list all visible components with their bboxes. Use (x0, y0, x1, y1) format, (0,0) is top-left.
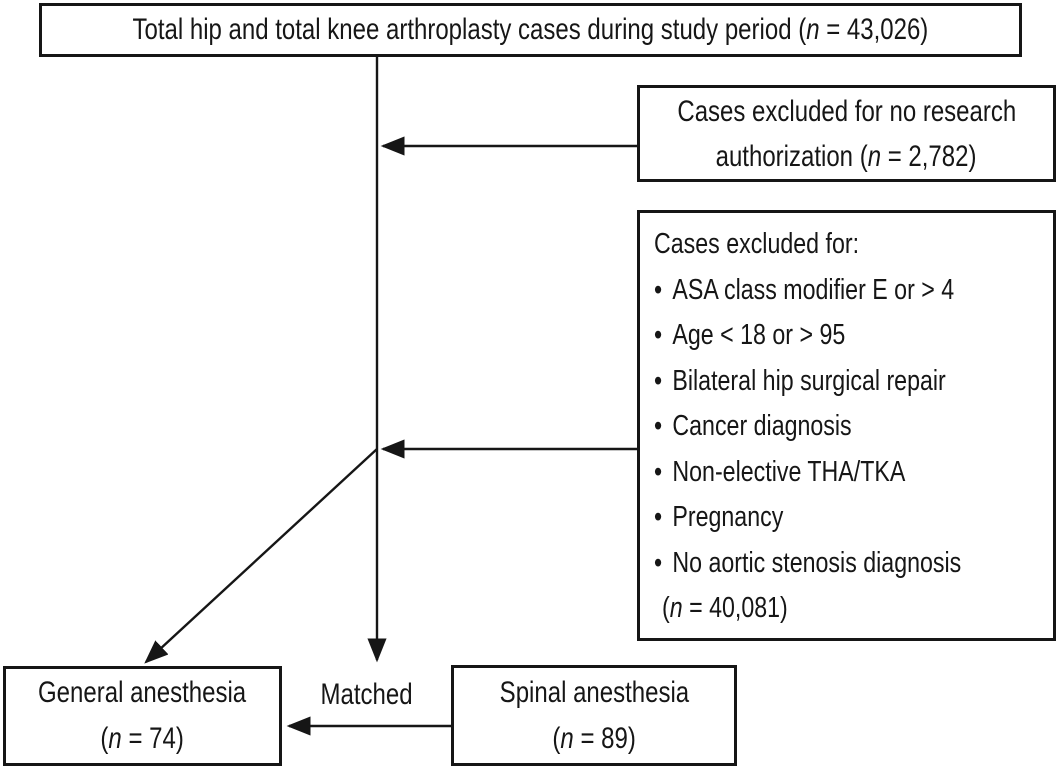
excluded-no-authorization-line1 (635, 89, 1059, 134)
spinal-anesthesia-count (542, 716, 646, 762)
bullet-icon: • (654, 546, 663, 579)
exclusion-item-no-stenosis (654, 541, 961, 587)
spinal-anesthesia-box (451, 665, 737, 766)
total-cases-text (133, 13, 929, 47)
exclusion-item-age (654, 313, 845, 359)
n-italic: n (806, 13, 820, 46)
text-with-n (552, 716, 635, 762)
exclusion-item-pregnancy (654, 495, 783, 541)
text-segment: Cases excluded for no research (677, 94, 1016, 128)
total-cases-box (39, 3, 1022, 57)
bullet-icon: • (654, 410, 663, 442)
text-segment: Total hip and total knee arthroplasty cases during study period ( (132, 13, 807, 46)
bullet-icon: • (654, 364, 663, 397)
text-with-n (716, 134, 977, 179)
text-segment: authorization ( (716, 139, 869, 173)
text-segment: = 89) (573, 721, 636, 755)
text-segment: Non-elective THA/TKA (672, 455, 906, 488)
excluded-criteria-box (637, 210, 1056, 641)
text-segment: ASA class modifier E or > 4 (672, 273, 955, 306)
arrow-diagonal-to-general (146, 449, 377, 662)
text-segment: Cases excluded for: (654, 228, 860, 260)
text-segment: Age < 18 or > 95 (672, 319, 846, 351)
spinal-anesthesia-line1 (476, 670, 713, 716)
text-segment: = 2,782) (881, 139, 977, 173)
text-segment: ( (100, 722, 109, 755)
general-anesthesia-line1 (12, 670, 272, 716)
text-segment: General anesthesia (38, 676, 247, 709)
matched-label (282, 676, 451, 714)
text-segment: Bilateral hip surgical repair (672, 364, 946, 397)
n-italic: n (669, 592, 683, 624)
text-segment: ( (662, 592, 670, 624)
text-segment: = 43,026) (819, 13, 929, 46)
exclusion-item-nonelective (654, 450, 905, 496)
n-italic: n (868, 139, 882, 173)
n-italic: n (560, 721, 574, 755)
excluded-criteria-count (662, 586, 788, 632)
text-segment: Pregnancy (672, 501, 784, 533)
text-segment: Spinal anesthesia (499, 675, 689, 709)
general-anesthesia-box (3, 666, 282, 766)
bullet-icon: • (654, 319, 663, 351)
text-segment: Matched (320, 678, 413, 711)
bullet-icon: • (654, 501, 663, 533)
text-with-n (101, 716, 184, 762)
text-segment: = 40,081) (682, 592, 788, 624)
excluded-no-authorization-line2 (683, 134, 1009, 179)
excluded-no-authorization-box (637, 85, 1056, 182)
text-segment: Cancer diagnosis (672, 410, 852, 442)
exclusion-item-bilateral (654, 359, 946, 405)
general-anesthesia-count (90, 716, 194, 762)
bullet-icon: • (654, 273, 663, 306)
bullet-icon: • (654, 455, 663, 488)
n-italic: n (108, 722, 123, 755)
excluded-criteria-header (654, 222, 859, 268)
text-segment: = 74) (122, 722, 185, 755)
exclusion-item-cancer (654, 404, 852, 450)
text-segment: No aortic stenosis diagnosis (672, 546, 962, 579)
text-segment: ( (552, 721, 561, 755)
exclusion-item-asa (654, 268, 954, 314)
